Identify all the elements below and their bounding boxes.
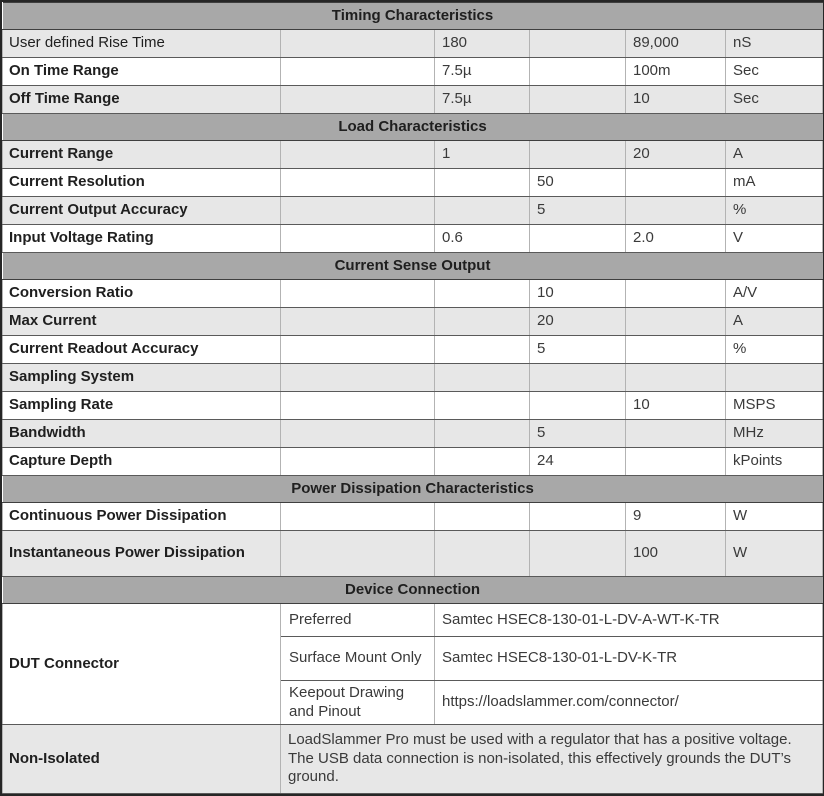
- value-cell: [530, 364, 626, 392]
- row-label: Current Resolution: [3, 169, 281, 197]
- unit-cell: Sec: [726, 86, 823, 114]
- value-cell: [626, 364, 726, 392]
- row-label: Sampling Rate: [3, 392, 281, 420]
- table-row: [3, 420, 823, 448]
- value-cell: 7.5µ: [435, 86, 530, 114]
- row-label: Capture Depth: [3, 448, 281, 476]
- value-cell: [281, 141, 435, 169]
- value-cell: 5: [530, 197, 626, 225]
- table-row: [3, 364, 823, 392]
- unit-cell: [726, 364, 823, 392]
- value-cell: [435, 197, 530, 225]
- connector-type-cell: Preferred: [281, 604, 435, 637]
- value-cell: [435, 448, 530, 476]
- value-cell: [281, 364, 435, 392]
- table-row: [3, 58, 823, 86]
- connector-type-cell: Surface Mount Only: [281, 637, 435, 681]
- row-label: DUT Connector: [3, 604, 281, 725]
- value-cell: 10: [530, 280, 626, 308]
- unit-cell: MSPS: [726, 392, 823, 420]
- value-cell: [626, 420, 726, 448]
- unit-cell: %: [726, 197, 823, 225]
- table-row: [3, 141, 823, 169]
- table-row: [3, 30, 823, 58]
- table-row: [3, 3, 823, 30]
- value-cell: [281, 448, 435, 476]
- value-cell: [281, 336, 435, 364]
- value-cell: [281, 392, 435, 420]
- row-label: Input Voltage Rating: [3, 225, 281, 253]
- spec-table: [2, 2, 823, 794]
- table-row: [3, 169, 823, 197]
- value-cell: [435, 531, 530, 577]
- table-row: [3, 577, 823, 604]
- value-cell: 20: [530, 308, 626, 336]
- value-cell: [281, 169, 435, 197]
- connector-part-cell: https://loadslammer.com/connector/: [435, 681, 823, 725]
- value-cell: [281, 503, 435, 531]
- row-label: Instantaneous Power Dissipation: [3, 531, 281, 577]
- value-cell: [626, 308, 726, 336]
- section-header: Power Dissipation Characteristics: [3, 476, 823, 503]
- table-row: [3, 531, 823, 577]
- table-row: [3, 392, 823, 420]
- value-cell: [530, 225, 626, 253]
- unit-cell: W: [726, 503, 823, 531]
- connector-part-cell: Samtec HSEC8-130-01-L-DV-A-WT-K-TR: [435, 604, 823, 637]
- row-label: Off Time Range: [3, 86, 281, 114]
- value-cell: [281, 30, 435, 58]
- table-row: [3, 308, 823, 336]
- value-cell: [530, 86, 626, 114]
- unit-cell: A: [726, 141, 823, 169]
- table-row: [3, 476, 823, 503]
- value-cell: [435, 336, 530, 364]
- note-cell: LoadSlammer Pro must be used with a regulator that has a positive voltage. The USB data connection is non-isolated, this effectively grounds the DUT’s ground.: [281, 725, 823, 794]
- value-cell: 100: [626, 531, 726, 577]
- value-cell: 10: [626, 86, 726, 114]
- table-row: [3, 448, 823, 476]
- value-cell: [435, 280, 530, 308]
- table-row: [3, 336, 823, 364]
- value-cell: 10: [626, 392, 726, 420]
- value-cell: [530, 58, 626, 86]
- value-cell: 100m: [626, 58, 726, 86]
- value-cell: [626, 336, 726, 364]
- value-cell: [281, 225, 435, 253]
- unit-cell: A: [726, 308, 823, 336]
- unit-cell: W: [726, 531, 823, 577]
- value-cell: [281, 280, 435, 308]
- row-label: Continuous Power Dissipation: [3, 503, 281, 531]
- row-label: Current Readout Accuracy: [3, 336, 281, 364]
- row-label: Max Current: [3, 308, 281, 336]
- value-cell: 180: [435, 30, 530, 58]
- value-cell: [435, 169, 530, 197]
- value-cell: [530, 141, 626, 169]
- value-cell: 5: [530, 420, 626, 448]
- value-cell: [530, 503, 626, 531]
- value-cell: [281, 197, 435, 225]
- value-cell: 7.5µ: [435, 58, 530, 86]
- value-cell: [281, 420, 435, 448]
- table-row: [3, 604, 823, 637]
- table-row: [3, 725, 823, 794]
- value-cell: [435, 420, 530, 448]
- unit-cell: V: [726, 225, 823, 253]
- value-cell: [626, 197, 726, 225]
- unit-cell: %: [726, 336, 823, 364]
- row-label: Conversion Ratio: [3, 280, 281, 308]
- value-cell: 0.6: [435, 225, 530, 253]
- unit-cell: kPoints: [726, 448, 823, 476]
- value-cell: [281, 308, 435, 336]
- value-cell: 9: [626, 503, 726, 531]
- value-cell: 5: [530, 336, 626, 364]
- value-cell: [281, 58, 435, 86]
- value-cell: 89,000: [626, 30, 726, 58]
- row-label: Current Range: [3, 141, 281, 169]
- row-label: Bandwidth: [3, 420, 281, 448]
- section-header: Current Sense Output: [3, 253, 823, 280]
- value-cell: [435, 503, 530, 531]
- value-cell: [530, 30, 626, 58]
- value-cell: [530, 392, 626, 420]
- row-label: On Time Range: [3, 58, 281, 86]
- value-cell: [626, 169, 726, 197]
- value-cell: [435, 308, 530, 336]
- unit-cell: A/V: [726, 280, 823, 308]
- value-cell: [530, 531, 626, 577]
- section-header: Timing Characteristics: [3, 3, 823, 30]
- table-row: [3, 280, 823, 308]
- value-cell: 2.0: [626, 225, 726, 253]
- row-label: Current Output Accuracy: [3, 197, 281, 225]
- row-label: Non-Isolated: [3, 725, 281, 794]
- table-row: [3, 86, 823, 114]
- table-row: [3, 253, 823, 280]
- unit-cell: Sec: [726, 58, 823, 86]
- value-cell: [435, 364, 530, 392]
- row-label: Sampling System: [3, 364, 281, 392]
- unit-cell: nS: [726, 30, 823, 58]
- value-cell: 1: [435, 141, 530, 169]
- unit-cell: MHz: [726, 420, 823, 448]
- section-header: Load Characteristics: [3, 114, 823, 141]
- connector-type-cell: Keepout Drawing and Pinout: [281, 681, 435, 725]
- value-cell: 50: [530, 169, 626, 197]
- table-row: [3, 503, 823, 531]
- section-header: Device Connection: [3, 577, 823, 604]
- table-row: [3, 197, 823, 225]
- table-row: [3, 114, 823, 141]
- table-row: [3, 225, 823, 253]
- value-cell: [281, 86, 435, 114]
- value-cell: [281, 531, 435, 577]
- value-cell: 20: [626, 141, 726, 169]
- unit-cell: mA: [726, 169, 823, 197]
- connector-part-cell: Samtec HSEC8-130-01-L-DV-K-TR: [435, 637, 823, 681]
- value-cell: [435, 392, 530, 420]
- row-label: User defined Rise Time: [3, 30, 281, 58]
- value-cell: [626, 448, 726, 476]
- value-cell: 24: [530, 448, 626, 476]
- value-cell: [626, 280, 726, 308]
